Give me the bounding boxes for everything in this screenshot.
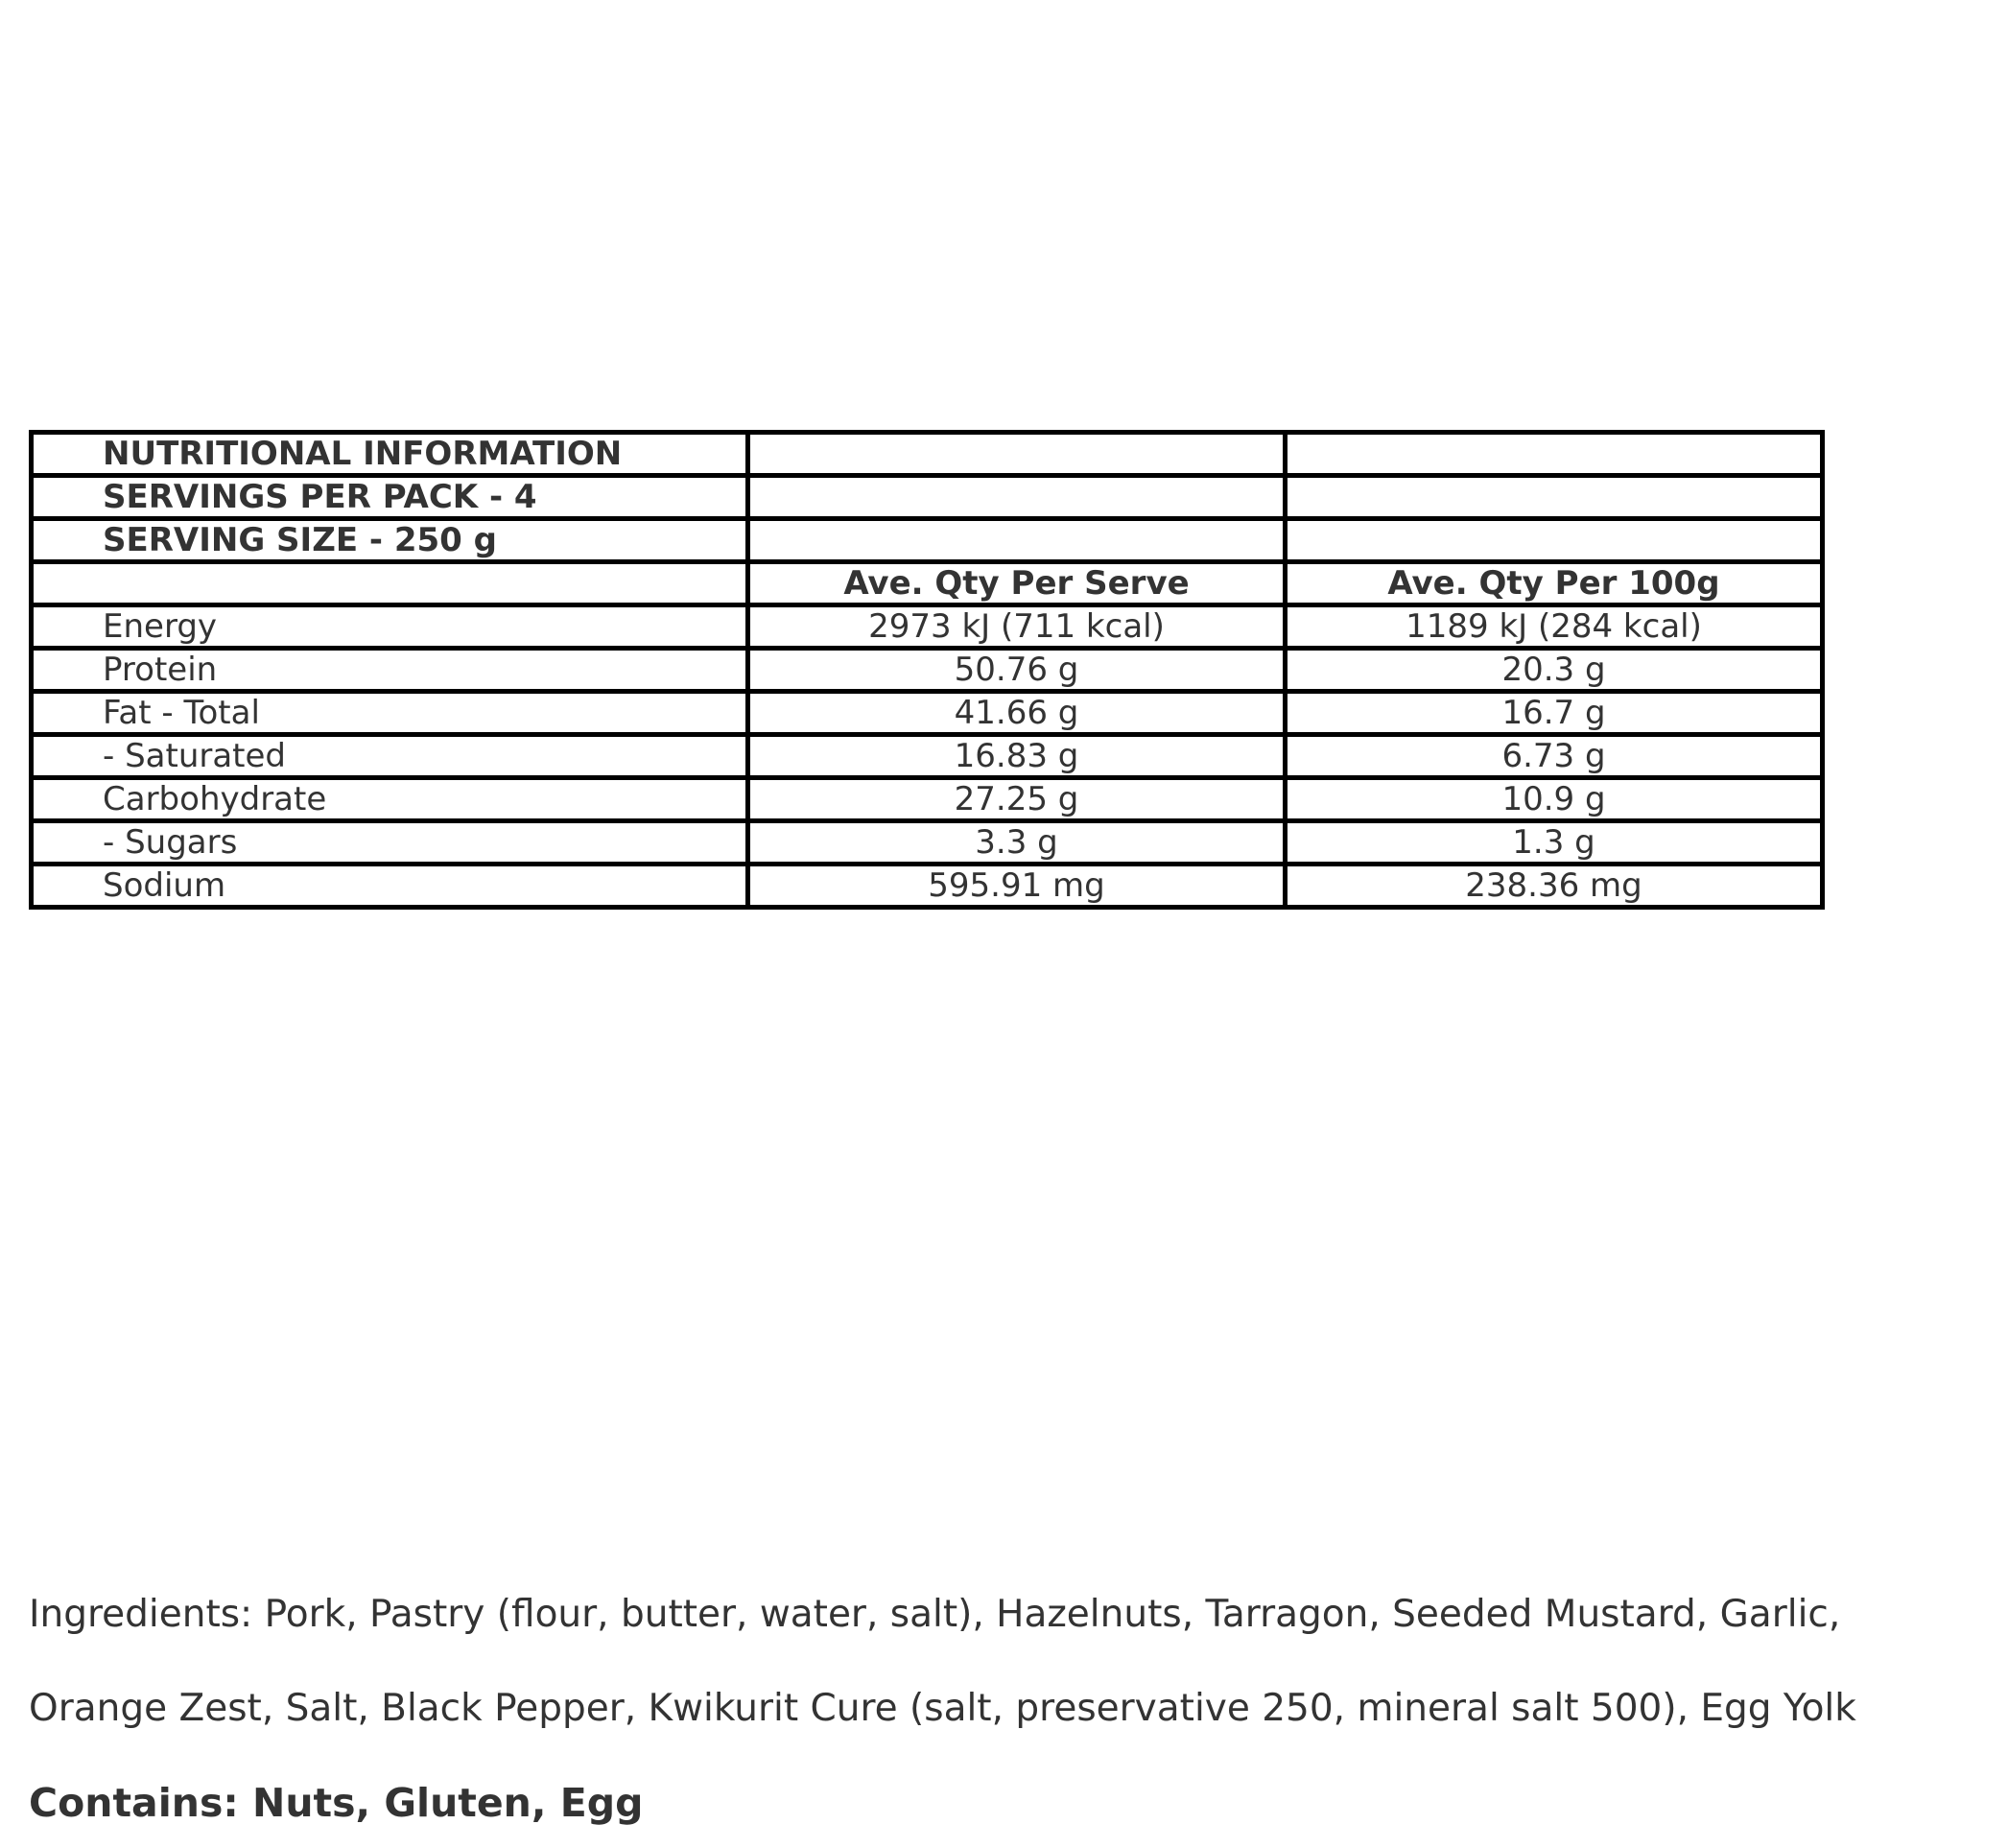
table-header-row — [32, 433, 1823, 476]
per-serve-value: 41.66 g — [748, 692, 1286, 735]
per-100g-value: 1.3 g — [1286, 821, 1823, 865]
per-serve-value: 27.25 g — [748, 778, 1286, 821]
serving-size: SERVING SIZE - 250 g — [32, 519, 748, 562]
per-serve-value: 595.91 mg — [748, 865, 1286, 908]
servings-per-pack: SERVINGS PER PACK - 4 — [32, 476, 748, 519]
nutrient-name: Fat - Total — [32, 692, 748, 735]
per-serve-value: 3.3 g — [748, 821, 1286, 865]
ingredients-line-2: Orange Zest, Salt, Black Pepper, Kwikurit Cure (salt, preservative 250, mineral salt 500), Egg Yolk — [29, 1687, 1856, 1730]
per-100g-value: 238.36 mg — [1286, 865, 1823, 908]
column-header-per-serve: Ave. Qty Per Serve — [748, 562, 1286, 605]
column-header-nutrient — [32, 562, 748, 605]
nutrient-name: Energy — [32, 605, 748, 649]
empty-cell — [748, 476, 1286, 519]
nutrient-name: Protein — [32, 649, 748, 692]
table-title: NUTRITIONAL INFORMATION — [32, 433, 748, 476]
nutrient-name: Sodium — [32, 865, 748, 908]
empty-cell — [1286, 433, 1823, 476]
per-100g-value: 1189 kJ (284 kcal) — [1286, 605, 1823, 649]
nutrient-name: - Sugars — [32, 821, 748, 865]
table-header-row — [32, 476, 1823, 519]
table-row — [32, 649, 1823, 692]
per-100g-value: 6.73 g — [1286, 735, 1823, 778]
nutrient-name: - Saturated — [32, 735, 748, 778]
table-row — [32, 821, 1823, 865]
nutrient-name: Carbohydrate — [32, 778, 748, 821]
per-serve-value: 2973 kJ (711 kcal) — [748, 605, 1286, 649]
table-row — [32, 778, 1823, 821]
allergens-statement: Contains: Nuts, Gluten, Egg — [29, 1780, 644, 1826]
per-100g-value: 10.9 g — [1286, 778, 1823, 821]
table-header-row — [32, 519, 1823, 562]
column-header-per-100g: Ave. Qty Per 100g — [1286, 562, 1823, 605]
empty-cell — [748, 433, 1286, 476]
per-serve-value: 16.83 g — [748, 735, 1286, 778]
per-serve-value: 50.76 g — [748, 649, 1286, 692]
per-100g-value: 16.7 g — [1286, 692, 1823, 735]
table-row — [32, 605, 1823, 649]
table-row — [32, 735, 1823, 778]
ingredients-line-1: Ingredients: Pork, Pastry (flour, butter, water, salt), Hazelnuts, Tarragon, Seeded Mustard, Garlic, — [29, 1593, 1841, 1636]
column-header-row — [32, 562, 1823, 605]
table-row — [32, 692, 1823, 735]
empty-cell — [748, 519, 1286, 562]
per-100g-value: 20.3 g — [1286, 649, 1823, 692]
nutrition-table — [29, 430, 1825, 910]
table-row — [32, 865, 1823, 908]
empty-cell — [1286, 476, 1823, 519]
empty-cell — [1286, 519, 1823, 562]
